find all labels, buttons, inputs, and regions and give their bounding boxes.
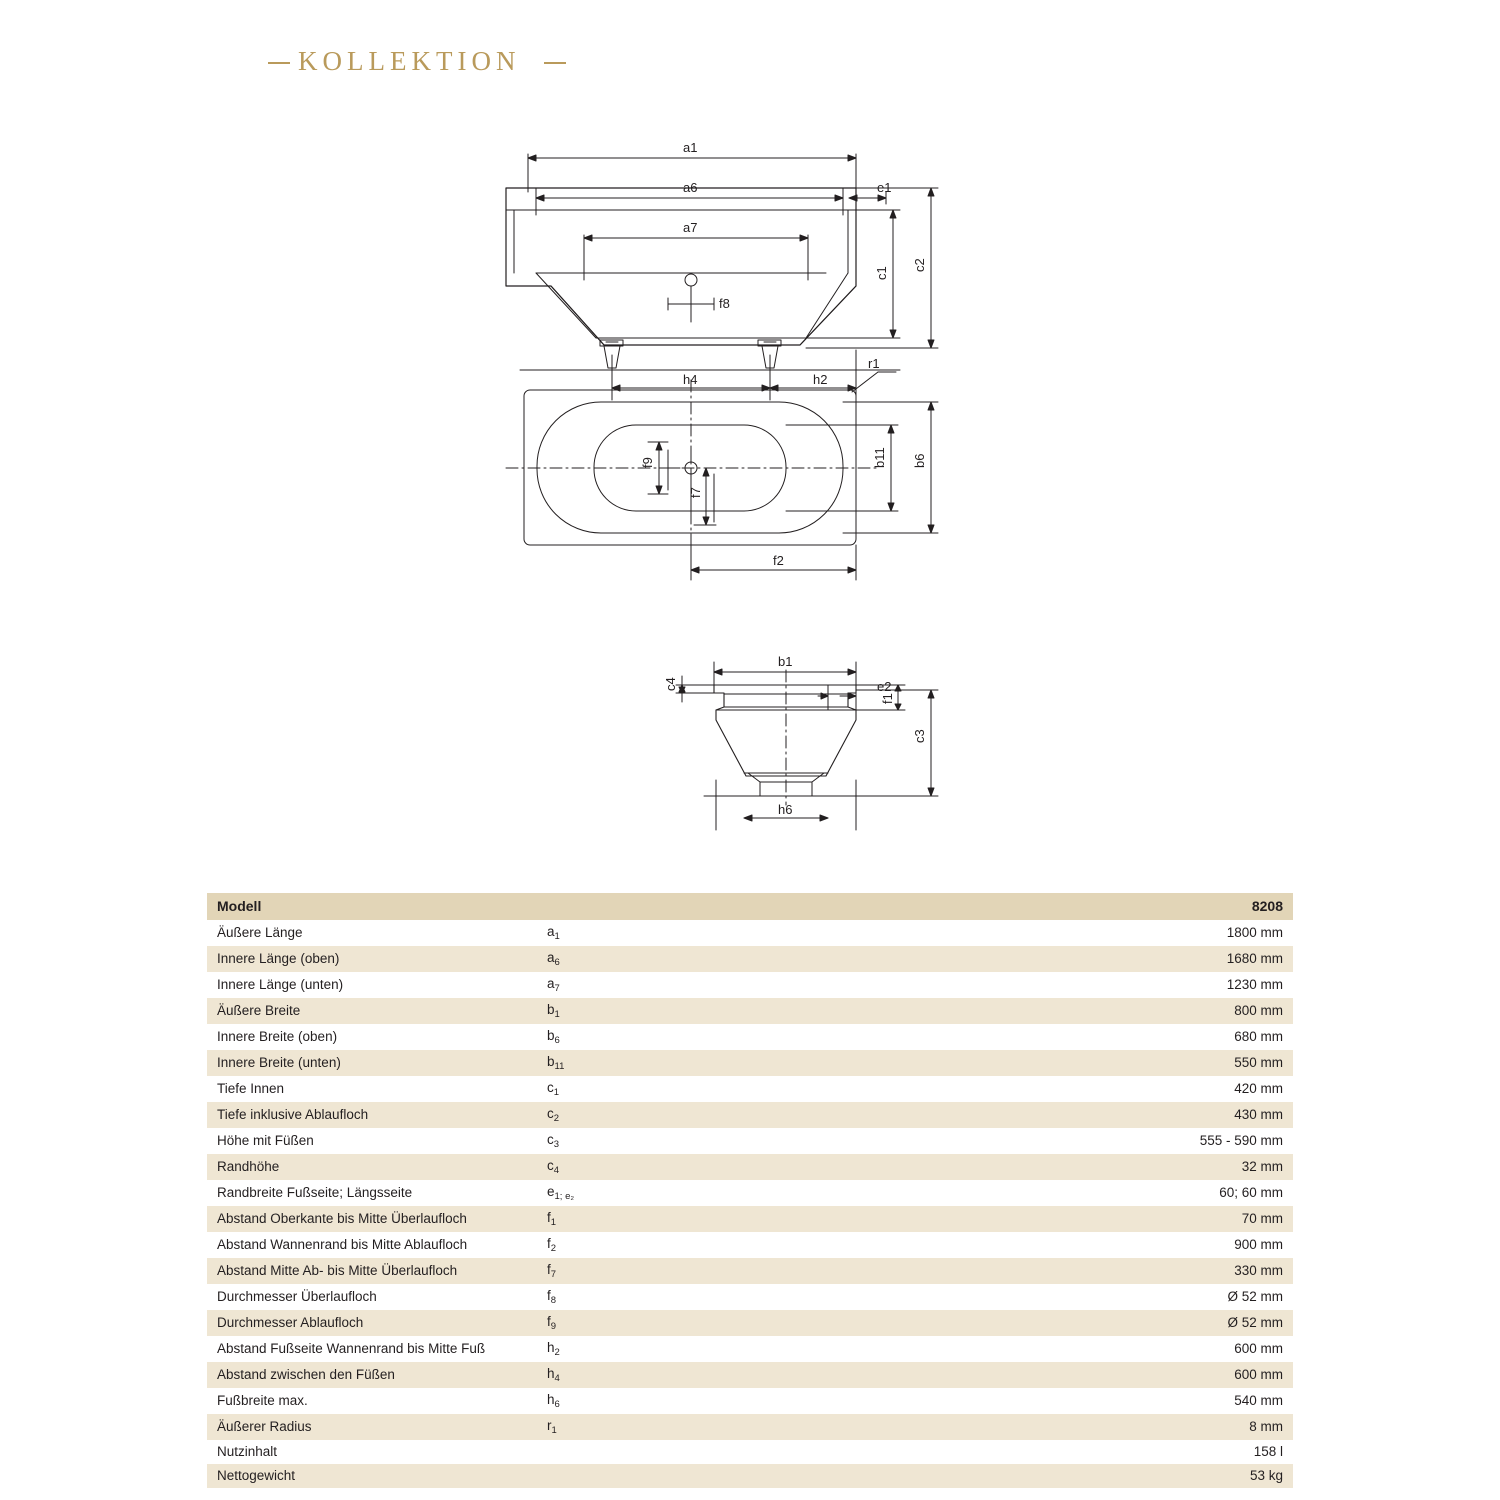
row-value: 8 mm: [957, 1414, 1293, 1440]
table-row: [207, 1232, 1293, 1258]
label-b11: b11: [872, 447, 887, 468]
row-value: 555 - 590 mm: [1199, 1133, 1283, 1148]
row-label: Abstand Mitte Ab- bis Mitte Überlaufloch: [207, 1258, 547, 1284]
label-h4: h4: [683, 372, 698, 387]
row-label: Abstand zwischen den Füßen: [207, 1362, 547, 1388]
row-value: 1680 mm: [957, 946, 1293, 972]
row-symbol: $c_3$: [547, 1132, 560, 1150]
row-symbol: $b_{11}$: [547, 1050, 957, 1076]
table-row: [207, 1284, 1293, 1310]
label-c3: c3: [912, 729, 927, 743]
row-value: 900 mm: [1234, 1237, 1283, 1252]
row-value: 430 mm: [957, 1102, 1293, 1128]
row-label: Äußere Länge: [217, 925, 303, 940]
row-value: 158 l: [1253, 1444, 1283, 1459]
row-value: 420 mm: [1234, 1081, 1283, 1096]
table-row: [207, 1440, 1293, 1464]
row-label: Abstand Fußseite Wannenrand bis Mitte Fuß: [217, 1341, 486, 1356]
brand-name: KOLLEKTION: [298, 46, 521, 76]
table-row: [207, 1258, 1293, 1284]
row-label: Innere Länge (oben): [207, 946, 547, 972]
label-a1: a1: [683, 140, 698, 155]
row-label: Abstand Oberkante bis Mitte Überlaufloch: [207, 1206, 547, 1232]
row-label: Innere Breite (unten): [207, 1050, 547, 1076]
row-label: Durchmesser Überlaufloch: [217, 1289, 377, 1304]
table-row: [207, 1310, 1293, 1336]
technical-drawings: [0, 70, 1500, 860]
specification-table: [207, 893, 1293, 1488]
header-label: Modell: [207, 893, 547, 920]
label-b6: b6: [912, 453, 927, 468]
table-row: [207, 946, 1293, 972]
label-c2: c2: [912, 258, 927, 272]
row-value: 600 mm: [1234, 1341, 1283, 1356]
table-row: [207, 1414, 1293, 1440]
label-h6: h6: [778, 802, 793, 817]
row-label: Innere Breite (oben): [217, 1029, 338, 1044]
row-symbol: $e_{1; e_2}$: [547, 1184, 575, 1202]
label-f7: f7: [688, 487, 703, 498]
label-e1: e1: [877, 180, 892, 195]
drawing-svg: [0, 70, 1500, 860]
row-symbol: $a_6$: [547, 946, 957, 972]
table-row: [207, 972, 1293, 998]
dim-e2: [818, 682, 856, 710]
row-symbol: $a_7$: [547, 976, 560, 994]
label-b1: b1: [778, 654, 793, 669]
row-value: Ø 52 mm: [957, 1310, 1293, 1336]
table-row: [207, 1336, 1293, 1362]
brand-dash-left: [268, 62, 290, 64]
table-row: [207, 1180, 1293, 1206]
row-symbol: $h_6$: [547, 1392, 560, 1410]
row-label: Nutzinhalt: [217, 1444, 278, 1459]
row-symbol: $f_9$: [547, 1310, 957, 1336]
table-row: [207, 1464, 1293, 1488]
row-value: 800 mm: [957, 998, 1293, 1024]
view-top-plan: [506, 356, 938, 580]
label-a6: a6: [683, 180, 698, 195]
table-row: [207, 920, 1293, 946]
tub-feet-front: [600, 340, 781, 368]
brand-dash-right: [544, 62, 566, 64]
row-symbol: $c_1$: [547, 1080, 560, 1098]
row-symbol: $b_1$: [547, 998, 957, 1024]
row-label: Durchmesser Ablaufloch: [207, 1310, 547, 1336]
row-symbol: $c_2$: [547, 1102, 957, 1128]
leader-r1: [852, 372, 896, 392]
row-label: Fußbreite max.: [217, 1393, 308, 1408]
spec-table-body: [207, 893, 1293, 1488]
table-row: [207, 1024, 1293, 1050]
row-label: Randbreite Fußseite; Längsseite: [217, 1185, 413, 1200]
row-value: 550 mm: [957, 1050, 1293, 1076]
row-symbol: $h_4$: [547, 1362, 957, 1388]
row-value: 70 mm: [957, 1206, 1293, 1232]
label-f2: f2: [773, 553, 784, 568]
row-symbol: [547, 1464, 957, 1488]
row-value: 53 kg: [957, 1464, 1293, 1488]
label-r1: r1: [868, 356, 880, 371]
row-label: Äußerer Radius: [207, 1414, 547, 1440]
row-value: 600 mm: [957, 1362, 1293, 1388]
label-f8: f8: [719, 296, 730, 311]
row-symbol: $c_4$: [547, 1154, 957, 1180]
label-f9: f9: [640, 457, 655, 468]
label-c1: c1: [874, 266, 889, 280]
label-f1: f1: [880, 693, 895, 704]
table-row: [207, 998, 1293, 1024]
row-value: 32 mm: [957, 1154, 1293, 1180]
row-label: Innere Länge (unten): [217, 977, 344, 992]
overflow-hole-symbol: [668, 274, 714, 322]
table-row: [207, 1154, 1293, 1180]
table-header-row: [207, 893, 1293, 920]
label-c4: c4: [663, 677, 678, 691]
row-symbol: $h_2$: [547, 1340, 560, 1358]
row-symbol: $a_1$: [547, 924, 560, 942]
row-value: 330 mm: [957, 1258, 1293, 1284]
row-label: Randhöhe: [207, 1154, 547, 1180]
header-model-value: 8208: [957, 893, 1293, 920]
table-row: [207, 1102, 1293, 1128]
row-value: 1230 mm: [1226, 977, 1283, 992]
table-row: [207, 1206, 1293, 1232]
row-symbol: $f_7$: [547, 1258, 957, 1284]
row-value: 680 mm: [1234, 1029, 1283, 1044]
table-row: [207, 1076, 1293, 1102]
row-label: Abstand Wannenrand bis Mitte Ablaufloch: [217, 1237, 468, 1252]
row-symbol: $f_8$: [547, 1288, 557, 1306]
row-label: Höhe mit Füßen: [217, 1133, 314, 1148]
row-value: Ø 52 mm: [1227, 1289, 1283, 1304]
table-row: [207, 1128, 1293, 1154]
row-symbol: $b_6$: [547, 1028, 560, 1046]
label-e2: e2: [877, 679, 892, 694]
row-value: 540 mm: [1234, 1393, 1283, 1408]
row-label: Tiefe Innen: [217, 1081, 285, 1096]
row-label: Tiefe inklusive Ablaufloch: [207, 1102, 547, 1128]
label-h2: h2: [813, 372, 828, 387]
row-label: Äußere Breite: [207, 998, 547, 1024]
header-symbol: [547, 893, 957, 920]
row-label: Nettogewicht: [207, 1464, 547, 1488]
row-symbol: $r_1$: [547, 1414, 957, 1440]
table-row: [207, 1362, 1293, 1388]
label-a7: a7: [683, 220, 698, 235]
row-symbol: $f_2$: [547, 1236, 557, 1254]
table-row: [207, 1388, 1293, 1414]
row-symbol: [547, 1440, 957, 1464]
row-symbol: $f_1$: [547, 1206, 957, 1232]
view-side-elevation: [663, 654, 938, 830]
row-value: 60; 60 mm: [1219, 1185, 1283, 1200]
dim-c4: [676, 676, 714, 702]
table-row: [207, 1050, 1293, 1076]
row-value: 1800 mm: [1226, 925, 1283, 940]
